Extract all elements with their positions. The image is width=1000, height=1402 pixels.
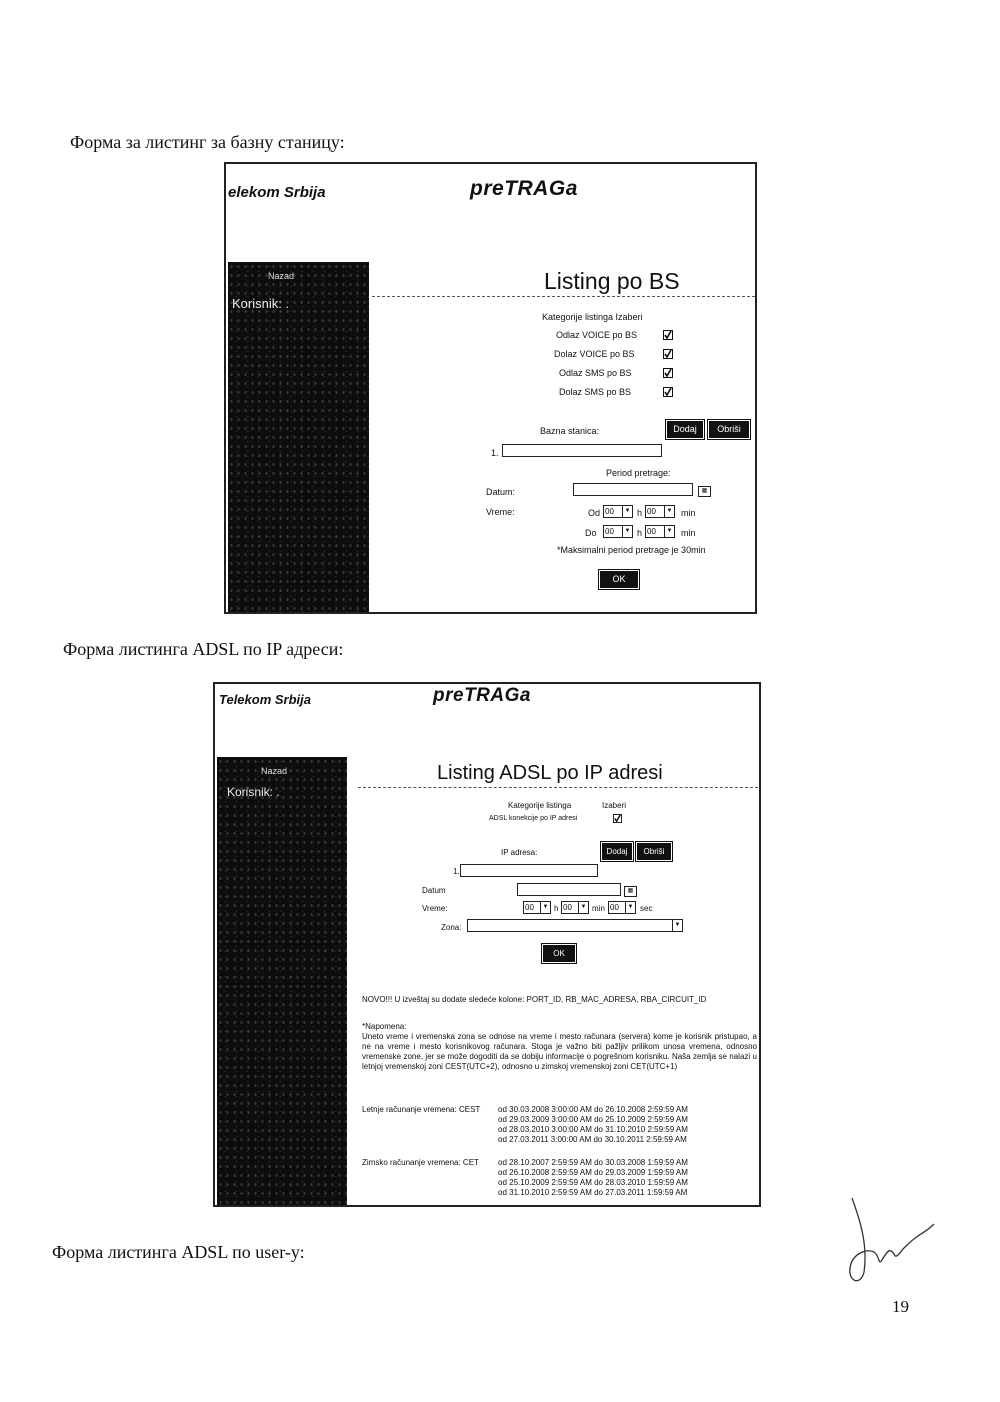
period-row: od 28.03.2010 3:00:00 AM do 31.10.2010 2:59:59 AM xyxy=(498,1125,688,1134)
chevron-down-icon: ▼ xyxy=(622,506,632,517)
from-min-select[interactable]: 00 ▼ xyxy=(645,505,675,518)
pretraga-logo: preTRAGa xyxy=(470,177,578,200)
ok-button[interactable]: OK xyxy=(599,570,639,589)
category-checkbox[interactable] xyxy=(613,814,622,823)
nav-back-link[interactable]: Nazad xyxy=(268,271,295,281)
caption-user-form: Форма листинга ADSL по user-у: xyxy=(52,1242,305,1262)
hour-select[interactable]: 00 ▼ xyxy=(523,901,551,914)
title-divider xyxy=(372,296,755,297)
time-label: Vreme: xyxy=(422,904,448,913)
nav-user-label: Korisnik: . xyxy=(227,785,280,799)
category-label: Dolaz VOICE po BS xyxy=(554,349,635,359)
period-row: od 25.10.2009 2:59:59 AM do 28.03.2010 1:59:59 AM xyxy=(498,1178,688,1187)
calendar-icon[interactable]: ▦ xyxy=(624,886,637,897)
category-checkbox[interactable] xyxy=(663,387,673,397)
time-label: Vreme: xyxy=(486,507,515,517)
chevron-down-icon: ▼ xyxy=(664,526,674,537)
chevron-down-icon: ▼ xyxy=(578,902,588,913)
ip-form-screenshot xyxy=(213,682,761,1207)
calendar-icon[interactable]: ▦ xyxy=(698,486,711,497)
date-input[interactable] xyxy=(517,883,621,896)
signature-icon xyxy=(838,1190,938,1290)
min-unit: min xyxy=(681,528,696,538)
station-input[interactable] xyxy=(502,444,662,457)
ip-label: IP adresa: xyxy=(501,848,538,857)
category-checkbox[interactable] xyxy=(663,330,673,340)
pretraga-logo: preTRAGa xyxy=(433,685,531,706)
delete-button[interactable]: Obriši xyxy=(636,842,672,861)
category-label: Odlaz SMS po BS xyxy=(559,368,632,378)
nav-user-label: Korisnik: . xyxy=(232,296,290,311)
from-hour-select[interactable]: 00 ▼ xyxy=(603,505,633,518)
date-label: Datum xyxy=(422,886,446,895)
add-button[interactable]: Dodaj xyxy=(601,842,633,861)
caption-bs-form: Форма за листинг за базну станицу: xyxy=(70,132,345,152)
hour-unit: h xyxy=(637,508,643,518)
period-row: od 30.03.2008 3:00:00 AM do 26.10.2008 2:59:59 AM xyxy=(498,1105,688,1114)
sidebar xyxy=(228,262,369,614)
category-checkbox[interactable] xyxy=(663,368,673,378)
period-row: od 28.10.2007 2:59:59 AM do 30.03.2008 1:59:59 AM xyxy=(498,1158,688,1167)
note-title: *Napomena: xyxy=(362,1022,407,1031)
station-label: Bazna stanica: xyxy=(540,426,600,436)
to-min-select[interactable]: 00 ▼ xyxy=(645,525,675,538)
brand-logo: elekom Srbija xyxy=(228,184,326,201)
to-hour-select[interactable]: 00 ▼ xyxy=(603,525,633,538)
date-input[interactable] xyxy=(573,483,693,496)
page-title: Listing po BS xyxy=(544,268,680,294)
period-row: od 27.03.2011 3:00:00 AM do 30.10.2011 2:59:59 AM xyxy=(498,1135,687,1144)
period-row: od 26.10.2008 2:59:59 AM do 29.03.2009 1:59:59 AM xyxy=(498,1168,688,1177)
page-title: Listing ADSL po IP adresi xyxy=(437,762,663,784)
zone-select[interactable] xyxy=(467,919,683,932)
caption-ip-form: Форма листинга ADSL по IP адреси: xyxy=(63,639,344,659)
brand-logo: Telekom Srbija xyxy=(219,692,311,707)
sec-unit: sec xyxy=(640,904,653,913)
to-label: Do xyxy=(585,528,597,538)
delete-button[interactable]: Obriši xyxy=(708,420,750,439)
max-period-note: *Maksimalni period pretrage je 30min xyxy=(557,545,706,555)
category-checkbox[interactable] xyxy=(663,349,673,359)
period-label: Period pretrage: xyxy=(606,468,671,478)
min-unit: min xyxy=(681,508,696,518)
nav-back-link[interactable]: Nazad xyxy=(261,766,288,776)
category-label: ADSL konekcije po IP adresi xyxy=(489,815,578,822)
title-divider xyxy=(358,787,758,788)
news-notice: NOVO!!! U izveštaj su dodate sledeće kolone: PORT_ID, RB_MAC_ADRESA, RBA_CIRCUIT_ID xyxy=(362,995,707,1004)
categories-header: Kategorije listinga Izaberi xyxy=(542,312,643,322)
min-unit: min xyxy=(592,904,605,913)
date-label: Datum: xyxy=(486,487,516,497)
chevron-down-icon: ▼ xyxy=(664,506,674,517)
hour-unit: h xyxy=(554,904,559,913)
add-button[interactable]: Dodaj xyxy=(666,420,704,439)
choose-header: Izaberi xyxy=(602,801,627,810)
page-number: 19 xyxy=(892,1297,909,1316)
period-row: od 31.10.2010 2:59:59 AM do 27.03.2011 1:59:59 AM xyxy=(498,1188,688,1197)
categories-header: Kategorije listinga xyxy=(508,801,572,810)
sec-select[interactable]: 00 ▼ xyxy=(608,901,636,914)
note-text: Uneto vreme i vremenska zona se odnose na vreme i mesto računara (servera) kome je korisnik pristupao, a ne na vreme i mesto korisnikovog računara. Stoga je važno biti pažljiv prilikom unosa vremena, odnosno vremenske zone, jer se može dogoditi da se dobiju informacije o pogrešnom korisniku. Naša zemlja se nalazi u letnjoj vremenskoj zoni CEST(UTC+2), odnosno u zimskoj vremenskoj zoni CET(UTC+1) xyxy=(362,1032,757,1071)
min-select[interactable]: 00 ▼ xyxy=(561,901,589,914)
hour-unit: h xyxy=(637,528,643,538)
summer-time-label: Letnje računanje vremena: CEST xyxy=(362,1105,481,1114)
category-label: Odlaz VOICE po BS xyxy=(556,330,638,340)
chevron-down-icon: ▼ xyxy=(540,902,550,913)
zone-label: Zona: xyxy=(441,923,462,932)
row-number: 1. xyxy=(453,867,460,876)
row-number: 1. xyxy=(491,448,499,458)
bs-form-screenshot xyxy=(224,162,757,614)
ip-input[interactable] xyxy=(460,864,598,877)
chevron-down-icon: ▼ xyxy=(672,920,682,931)
chevron-down-icon: ▼ xyxy=(622,526,632,537)
period-row: od 29.03.2009 3:00:00 AM do 25.10.2009 2:59:59 AM xyxy=(498,1115,688,1124)
sidebar xyxy=(217,757,347,1207)
from-label: Od xyxy=(588,508,601,518)
chevron-down-icon: ▼ xyxy=(625,902,635,913)
category-label: Dolaz SMS po BS xyxy=(559,387,632,397)
winter-time-label: Zimsko računanje vremena: CET xyxy=(362,1158,479,1167)
ok-button[interactable]: OK xyxy=(542,944,576,963)
